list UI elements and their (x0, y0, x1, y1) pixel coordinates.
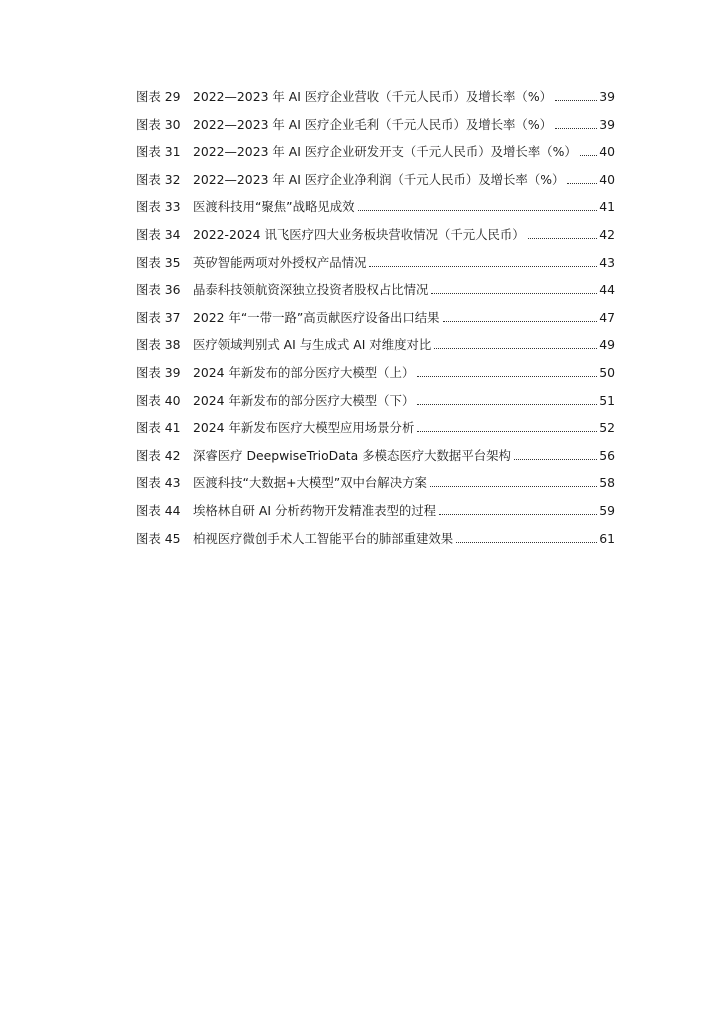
figure-title: 2022—2023 年 AI 医疗企业营收（千元人民币）及增长率（%） (193, 89, 552, 104)
page-number: 40 (599, 144, 615, 160)
toc-entry[interactable] (136, 418, 615, 446)
page-number: 51 (599, 392, 615, 408)
figure-label: 图表 38 (136, 337, 181, 353)
figure-label: 图表 35 (136, 254, 181, 270)
figure-title: 英矽智能两项对外授权产品情况 (193, 254, 367, 270)
figure-label: 图表 33 (136, 199, 181, 215)
dot-leader (431, 293, 597, 294)
page-number: 41 (599, 199, 615, 215)
figure-title: 柏视医疗微创手术人工智能平台的肺部重建效果 (193, 530, 454, 546)
figure-label: 图表 36 (136, 282, 181, 298)
dot-leader (434, 348, 597, 349)
toc-entry[interactable] (136, 253, 615, 281)
figure-title: 2022-2024 讯飞医疗四大业务板块营收情况（千元人民币） (193, 226, 525, 242)
page-number: 47 (599, 309, 615, 325)
dot-leader (555, 128, 597, 129)
page-number: 59 (599, 502, 615, 518)
figure-label: 图表 37 (136, 309, 181, 325)
page-number: 56 (599, 447, 615, 463)
figure-label: 图表 44 (136, 502, 181, 518)
dot-leader (417, 404, 597, 405)
figure-label: 图表 32 (136, 171, 181, 187)
figure-label: 图表 42 (136, 447, 181, 463)
table-of-figures (136, 87, 615, 556)
figure-title: 2022—2023 年 AI 医疗企业净利润（千元人民币）及增长率（%） (193, 171, 565, 187)
toc-entry[interactable] (136, 142, 615, 170)
figure-label: 图表 31 (136, 144, 181, 160)
dot-leader (439, 514, 597, 515)
toc-entry[interactable] (136, 170, 615, 198)
dot-leader (358, 210, 598, 211)
page-number: 39 (599, 116, 615, 132)
figure-title: 晶泰科技领航资深独立投资者股权占比情况 (193, 282, 429, 298)
figure-label: 图表 34 (136, 226, 181, 242)
page-number: 58 (599, 475, 615, 491)
page-number: 44 (599, 282, 615, 298)
figure-title: 医渡科技“大数据+大模型”双中台解决方案 (193, 475, 427, 491)
figure-title: 2024 年新发布的部分医疗大模型（上） (193, 364, 415, 380)
figure-title: 2024 年新发布的部分医疗大模型（下） (193, 392, 415, 408)
page-number: 39 (599, 89, 615, 104)
dot-leader (528, 238, 598, 239)
toc-entry[interactable] (136, 473, 615, 501)
page-number: 42 (599, 226, 615, 242)
dot-leader (456, 542, 597, 543)
page-number: 43 (599, 254, 615, 270)
page-number: 40 (599, 171, 615, 187)
dot-leader (555, 100, 597, 101)
figure-title: 2022—2023 年 AI 医疗企业毛利（千元人民币）及增长率（%） (193, 116, 552, 132)
toc-entry[interactable] (136, 87, 615, 115)
figure-title: 深睿医疗 DeepwiseTrioData 多模态医疗大数据平台架构 (193, 447, 511, 463)
dot-leader (580, 155, 597, 156)
figure-label: 图表 40 (136, 392, 181, 408)
page-number: 61 (599, 530, 615, 546)
toc-entry[interactable] (136, 335, 615, 363)
figure-title: 2022—2023 年 AI 医疗企业研发开支（千元人民币）及增长率（%） (193, 144, 577, 160)
page-number: 50 (599, 364, 615, 380)
toc-entry[interactable] (136, 501, 615, 529)
page-number: 52 (599, 420, 615, 436)
toc-entry[interactable] (136, 529, 615, 557)
figure-title: 2024 年新发布医疗大模型应用场景分析 (193, 420, 415, 436)
dot-leader (417, 376, 597, 377)
figure-title: 医疗领域判别式 AI 与生成式 AI 对维度对比 (193, 337, 432, 353)
toc-entry[interactable] (136, 115, 615, 143)
figure-label: 图表 39 (136, 364, 181, 380)
figure-label: 图表 41 (136, 420, 181, 436)
page-number: 49 (599, 337, 615, 353)
toc-entry[interactable] (136, 391, 615, 419)
dot-leader (443, 321, 598, 322)
toc-entry[interactable] (136, 446, 615, 474)
dot-leader (514, 459, 597, 460)
figure-label: 图表 45 (136, 530, 181, 546)
figure-label: 图表 43 (136, 475, 181, 491)
dot-leader (369, 266, 597, 267)
figure-title: 2022 年“一带一路”高贡献医疗设备出口结果 (193, 309, 440, 325)
toc-entry[interactable] (136, 225, 615, 253)
toc-entry[interactable] (136, 197, 615, 225)
toc-entry[interactable] (136, 308, 615, 336)
figure-label: 图表 29 (136, 89, 181, 104)
dot-leader (567, 183, 597, 184)
toc-entry[interactable] (136, 280, 615, 308)
figure-label: 图表 30 (136, 116, 181, 132)
figure-title: 医渡科技用“聚焦”战略见成效 (193, 199, 355, 215)
figure-title: 埃格林自研 AI 分析药物开发精准表型的过程 (193, 502, 437, 518)
toc-entry[interactable] (136, 363, 615, 391)
dot-leader (430, 486, 597, 487)
dot-leader (417, 431, 597, 432)
